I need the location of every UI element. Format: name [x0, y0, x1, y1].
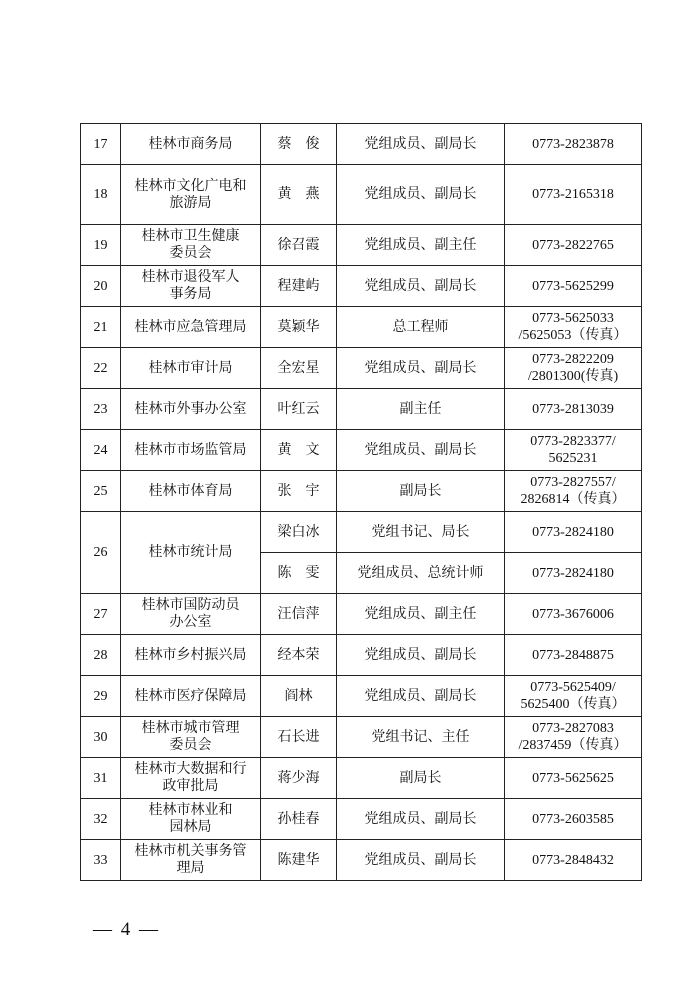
row-number: 23	[81, 389, 121, 430]
job-title: 党组成员、副局长	[337, 799, 505, 840]
table-row	[81, 124, 642, 165]
department: 桂林市市场监管局	[121, 430, 261, 471]
table-row	[81, 758, 642, 799]
person-name: 经本荣	[261, 635, 337, 676]
row-number: 32	[81, 799, 121, 840]
job-title: 党组成员、副局长	[337, 676, 505, 717]
phone-number: 0773-3676006	[505, 594, 642, 635]
table-row	[81, 471, 642, 512]
job-title: 党组书记、主任	[337, 717, 505, 758]
row-number: 24	[81, 430, 121, 471]
phone-number: 0773-2603585	[505, 799, 642, 840]
row-number: 21	[81, 307, 121, 348]
table-row	[81, 512, 642, 553]
department: 桂林市林业和 园林局	[121, 799, 261, 840]
person-name: 陈 雯	[261, 553, 337, 594]
department: 桂林市体育局	[121, 471, 261, 512]
person-name: 阎林	[261, 676, 337, 717]
table-row	[81, 717, 642, 758]
row-number: 18	[81, 165, 121, 225]
job-title: 总工程师	[337, 307, 505, 348]
row-number: 27	[81, 594, 121, 635]
person-name: 全宏星	[261, 348, 337, 389]
person-name: 陈建华	[261, 840, 337, 881]
phone-number: 0773-2822209 /2801300(传真)	[505, 348, 642, 389]
row-number: 20	[81, 266, 121, 307]
department: 桂林市退役军人 事务局	[121, 266, 261, 307]
job-title: 党组成员、副主任	[337, 225, 505, 266]
job-title: 副主任	[337, 389, 505, 430]
department: 桂林市医疗保障局	[121, 676, 261, 717]
department: 桂林市统计局	[121, 512, 261, 594]
phone-number: 0773-2848875	[505, 635, 642, 676]
phone-number: 0773-2827557/ 2826814（传真）	[505, 471, 642, 512]
department: 桂林市审计局	[121, 348, 261, 389]
person-name: 梁白冰	[261, 512, 337, 553]
phone-number: 0773-2848432	[505, 840, 642, 881]
table-row	[81, 266, 642, 307]
row-number: 33	[81, 840, 121, 881]
person-name: 石长进	[261, 717, 337, 758]
job-title: 党组成员、副局长	[337, 124, 505, 165]
job-title: 党组成员、总统计师	[337, 553, 505, 594]
job-title: 党组成员、副局长	[337, 348, 505, 389]
phone-number: 0773-2823377/ 5625231	[505, 430, 642, 471]
person-name: 徐召霞	[261, 225, 337, 266]
job-title: 副局长	[337, 471, 505, 512]
person-name: 蔡 俊	[261, 124, 337, 165]
table-row	[81, 430, 642, 471]
contact-table	[80, 123, 642, 881]
phone-number: 0773-5625625	[505, 758, 642, 799]
phone-number: 0773-2823878	[505, 124, 642, 165]
table-row	[81, 840, 642, 881]
department: 桂林市商务局	[121, 124, 261, 165]
row-number: 19	[81, 225, 121, 266]
job-title: 党组书记、局长	[337, 512, 505, 553]
table-row	[81, 348, 642, 389]
table-row	[81, 676, 642, 717]
person-name: 孙桂春	[261, 799, 337, 840]
table-row	[81, 594, 642, 635]
department: 桂林市文化广电和 旅游局	[121, 165, 261, 225]
row-number: 29	[81, 676, 121, 717]
job-title: 副局长	[337, 758, 505, 799]
phone-number: 0773-5625409/ 5625400（传真）	[505, 676, 642, 717]
row-number: 31	[81, 758, 121, 799]
department: 桂林市应急管理局	[121, 307, 261, 348]
job-title: 党组成员、副局长	[337, 840, 505, 881]
person-name: 叶红云	[261, 389, 337, 430]
table-row	[81, 799, 642, 840]
person-name: 张 宇	[261, 471, 337, 512]
department: 桂林市机关事务管 理局	[121, 840, 261, 881]
row-number: 28	[81, 635, 121, 676]
person-name: 程建屿	[261, 266, 337, 307]
table-row	[81, 307, 642, 348]
job-title: 党组成员、副局长	[337, 266, 505, 307]
department: 桂林市外事办公室	[121, 389, 261, 430]
phone-number: 0773-2827083 /2837459（传真）	[505, 717, 642, 758]
table-row	[81, 165, 642, 225]
department: 桂林市大数据和行 政审批局	[121, 758, 261, 799]
person-name: 莫颖华	[261, 307, 337, 348]
job-title: 党组成员、副主任	[337, 594, 505, 635]
person-name: 黄 燕	[261, 165, 337, 225]
row-number: 25	[81, 471, 121, 512]
table-row	[81, 635, 642, 676]
phone-number: 0773-2165318	[505, 165, 642, 225]
department: 桂林市城市管理 委员会	[121, 717, 261, 758]
page-number: — 4 —	[93, 919, 160, 940]
phone-number: 0773-2822765	[505, 225, 642, 266]
person-name: 黄 文	[261, 430, 337, 471]
phone-number: 0773-5625033 /5625053（传真）	[505, 307, 642, 348]
table-row	[81, 389, 642, 430]
job-title: 党组成员、副局长	[337, 635, 505, 676]
department: 桂林市卫生健康 委员会	[121, 225, 261, 266]
phone-number: 0773-2824180	[505, 512, 642, 553]
row-number: 17	[81, 124, 121, 165]
phone-number: 0773-2813039	[505, 389, 642, 430]
department: 桂林市国防动员 办公室	[121, 594, 261, 635]
phone-number: 0773-2824180	[505, 553, 642, 594]
row-number: 22	[81, 348, 121, 389]
department: 桂林市乡村振兴局	[121, 635, 261, 676]
contact-table-body	[81, 124, 642, 881]
person-name: 汪信萍	[261, 594, 337, 635]
table-row	[81, 225, 642, 266]
person-name: 蒋少海	[261, 758, 337, 799]
job-title: 党组成员、副局长	[337, 430, 505, 471]
row-number: 30	[81, 717, 121, 758]
job-title: 党组成员、副局长	[337, 165, 505, 225]
row-number: 26	[81, 512, 121, 594]
phone-number: 0773-5625299	[505, 266, 642, 307]
